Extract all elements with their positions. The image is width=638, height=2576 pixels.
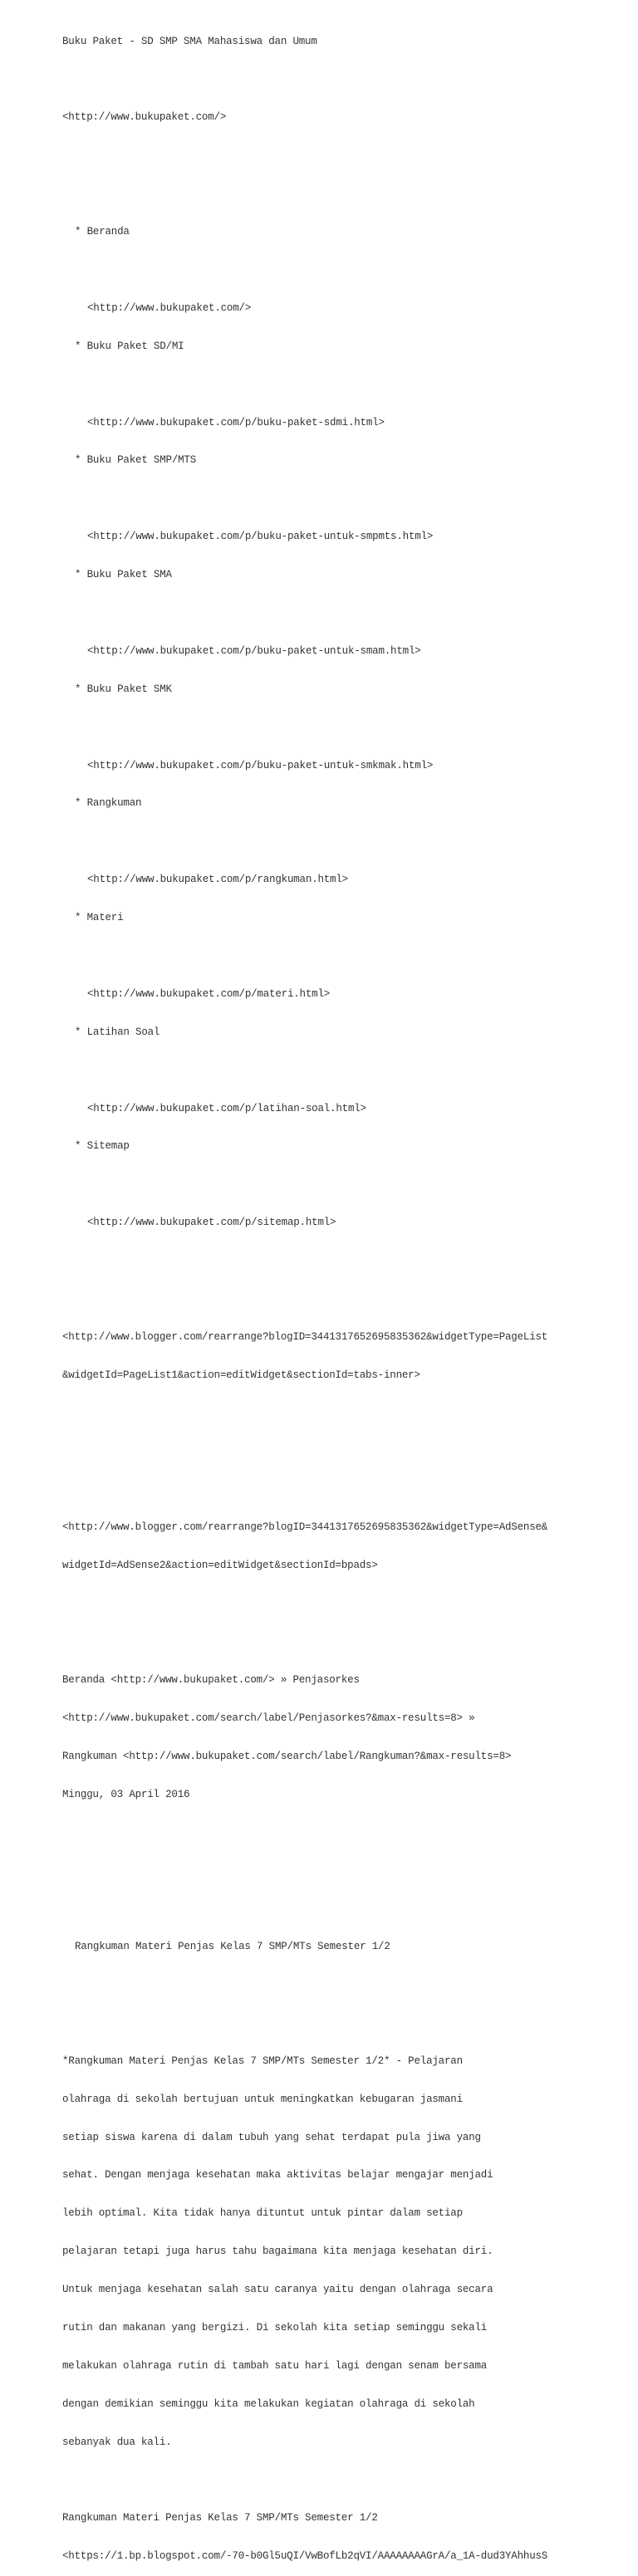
nav-url-sd[interactable]: <http://www.bukupaket.com/p/buku-paket-sdmi.html> bbox=[87, 416, 385, 429]
nav-item-sitemap[interactable]: * Sitemap bbox=[75, 1140, 130, 1153]
nav-item-smp[interactable]: * Buku Paket SMP/MTS bbox=[75, 454, 197, 467]
site-title: Buku Paket - SD SMP SMA Mahasiswa dan Umum bbox=[62, 35, 317, 47]
article-body-line: rutin dan makanan yang bergizi. Di sekolah kita setiap seminggu sekali bbox=[62, 2322, 488, 2334]
nav-url-materi[interactable]: <http://www.bukupaket.com/p/materi.html> bbox=[87, 987, 331, 1000]
breadcrumb-line3[interactable]: Rangkuman <http://www.bukupaket.com/search/label/Rangkuman?&max-results=8> bbox=[62, 1750, 512, 1762]
nav-url-sitemap[interactable]: <http://www.bukupaket.com/p/sitemap.html> bbox=[87, 1217, 336, 1229]
article-body-line: melakukan olahraga rutin di tambah satu hari lagi dengan senam bersama bbox=[62, 2359, 488, 2372]
breadcrumb-line2[interactable]: <http://www.bukupaket.com/search/label/Penjasorkes?&max-results=8> » bbox=[62, 1712, 475, 1724]
article-body-line: *Rangkuman Materi Penjas Kelas 7 SMP/MTs Semester 1/2* - Pelajaran bbox=[62, 2054, 463, 2067]
pagelist-widget-link-line1[interactable]: <http://www.blogger.com/rearrange?blogID=3441317652695835362&widgetType=PageList bbox=[62, 1330, 548, 1343]
article-body-line: lebih optimal. Kita tidak hanya dituntut untuk pintar dalam setiap bbox=[62, 2207, 463, 2220]
site-url-link[interactable]: <http://www.bukupaket.com/> bbox=[62, 111, 227, 124]
article-body-line: olahraga di sekolah bertujuan untuk meningkatkan kebugaran jasmani bbox=[62, 2093, 463, 2105]
image-url-link[interactable]: <https://1.bp.blogspot.com/-70-b0Gl5uQI/VwBofLb2qVI/AAAAAAAAGrA/a_1A-dud3YAhhusS bbox=[62, 2550, 548, 2563]
nav-item-rangkuman[interactable]: * Rangkuman bbox=[75, 797, 142, 810]
nav-url-smk[interactable]: <http://www.bukupaket.com/p/buku-paket-untuk-smkmak.html> bbox=[87, 759, 434, 771]
nav-url-smp[interactable]: <http://www.bukupaket.com/p/buku-paket-untuk-smpmts.html> bbox=[87, 531, 434, 543]
nav-url-sma[interactable]: <http://www.bukupaket.com/p/buku-paket-untuk-smam.html> bbox=[87, 644, 421, 657]
article-body-line: setiap siswa karena di dalam tubuh yang sehat terdapat pula jiwa yang bbox=[62, 2131, 481, 2143]
document-page bbox=[62, 10, 636, 2576]
nav-url-beranda[interactable]: <http://www.bukupaket.com/> bbox=[87, 301, 252, 314]
adsense-widget-link-line1[interactable]: <http://www.blogger.com/rearrange?blogID=3441317652695835362&widgetType=AdSense& bbox=[62, 1521, 548, 1534]
adsense-widget-link-line2[interactable]: widgetId=AdSense2&action=editWidget&sectionId=bpads> bbox=[62, 1560, 378, 1572]
breadcrumb-line1[interactable]: Beranda <http://www.bukupaket.com/> » Penjasorkes bbox=[62, 1673, 360, 1686]
nav-item-materi[interactable]: * Materi bbox=[75, 912, 124, 924]
nav-url-latihan-soal[interactable]: <http://www.bukupaket.com/p/latihan-soal.html> bbox=[87, 1102, 366, 1114]
nav-menu bbox=[62, 200, 636, 1255]
article-body-line: pelajaran tetapi juga harus tahu bagaimana kita menjaga kesehatan diri. bbox=[62, 2245, 493, 2258]
breadcrumb bbox=[62, 1648, 636, 1826]
nav-item-latihan-soal[interactable]: * Latihan Soal bbox=[75, 1026, 160, 1038]
pagelist-widget-link-line2[interactable]: &widgetId=PageList1&action=editWidget&sectionId=tabs-inner> bbox=[62, 1369, 420, 1381]
article-body-line: sebanyak dua kali. bbox=[62, 2436, 172, 2448]
nav-item-beranda[interactable]: * Beranda bbox=[75, 226, 130, 238]
post-date: Minggu, 03 April 2016 bbox=[62, 1788, 190, 1800]
article-title: Rangkuman Materi Penjas Kelas 7 SMP/MTs Semester 1/2 bbox=[75, 1941, 390, 1953]
article-body-line: sehat. Dengan menjaga kesehatan maka aktivitas belajar mengajar menjadi bbox=[62, 2169, 493, 2182]
article-body bbox=[62, 2030, 636, 2474]
nav-url-rangkuman[interactable]: <http://www.bukupaket.com/p/rangkuman.html> bbox=[87, 874, 348, 886]
article-body-line: Untuk menjaga kesehatan salah satu caranya yaitu dengan olahraga secara bbox=[62, 2284, 493, 2296]
image-caption: Rangkuman Materi Penjas Kelas 7 SMP/MTs Semester 1/2 bbox=[62, 2512, 378, 2525]
nav-item-sma[interactable]: * Buku Paket SMA bbox=[75, 569, 172, 581]
nav-item-smk[interactable]: * Buku Paket SMK bbox=[75, 683, 172, 695]
nav-item-sd[interactable]: * Buku Paket SD/MI bbox=[75, 340, 184, 352]
article-body-line: dengan demikian seminggu kita melakukan kegiatan olahraga di sekolah bbox=[62, 2397, 475, 2410]
